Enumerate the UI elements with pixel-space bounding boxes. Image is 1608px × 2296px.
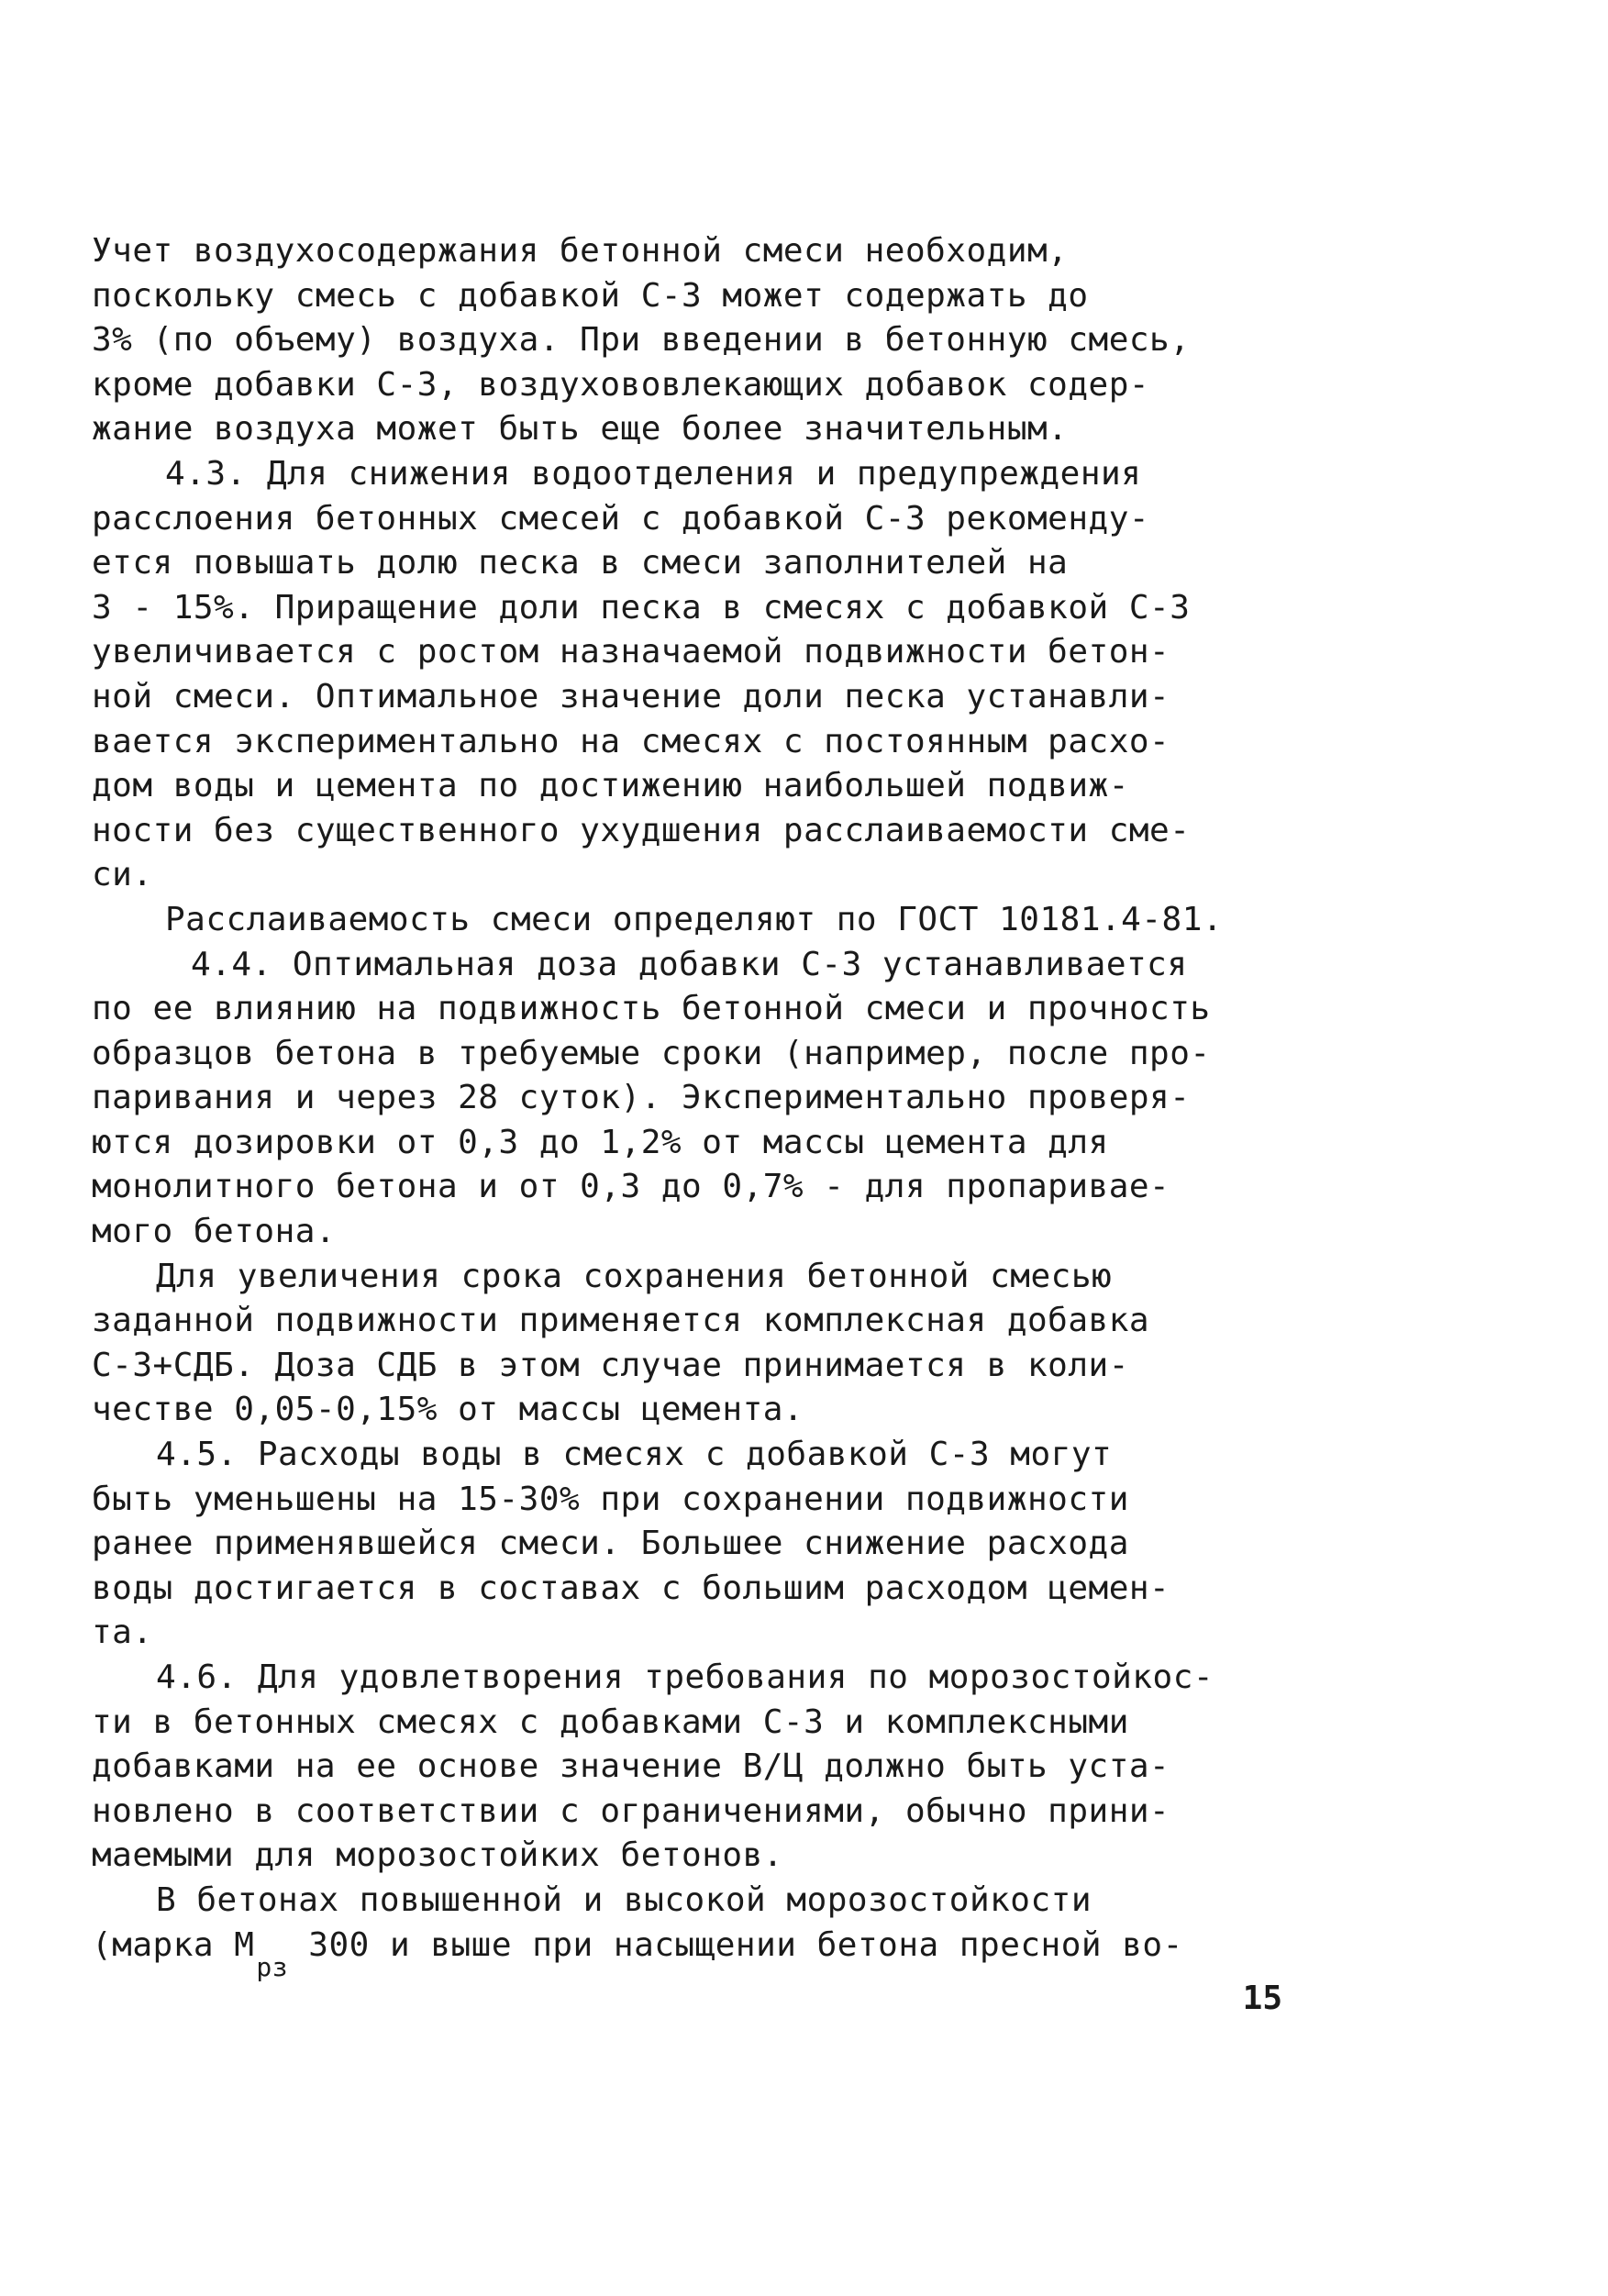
text-line: кроме добавки С-3, воздухововлекающих добавок содер-: [92, 365, 1150, 404]
text-line: мого бетона.: [92, 1213, 337, 1251]
text-line: ранее применявшейся смеси. Большее снижение расхода: [92, 1525, 1129, 1563]
text-line: честве 0,05-0,15% от массы цемента.: [92, 1391, 804, 1429]
text-line: добавками на ее основе значение В/Ц должно быть уста-: [92, 1747, 1170, 1786]
page-number: 15: [1242, 1980, 1282, 2017]
text-line: ти в бетонных смесях с добавками С-3 и комплексными: [92, 1703, 1129, 1741]
subscript-rz: рз: [256, 1951, 289, 1982]
text-line: по ее влиянию на подвижность бетонной смеси и прочность: [92, 990, 1211, 1028]
text-line: маемыми для морозостойких бетонов.: [92, 1836, 783, 1875]
section-4-3-line: 4.3. Для снижения водоотделения и предупреждения: [165, 454, 1142, 493]
text-line: расслоения бетонных смесей с добавкой С-3 рекоменду-: [92, 499, 1150, 538]
text-line: ности без существенного ухудшения расслаиваемости сме-: [92, 811, 1191, 849]
text-line: паривания и через 28 суток). Экспериментально проверя-: [92, 1079, 1191, 1117]
text-line: Расслаиваемость смеси определяют по ГОСТ 10181.4-81.: [165, 900, 1224, 938]
text-line: та.: [92, 1614, 153, 1652]
text-line: монолитного бетона и от 0,3 до 0,7% - для пропариваe-: [92, 1168, 1170, 1206]
text-line: поскольку смесь с добавкой С-3 может содержать до: [92, 276, 1089, 315]
text-line: 3% (по объему) воздуха. При введении в бетонную смесь,: [92, 321, 1191, 360]
text-line: заданной подвижности применяется комплексная добавка: [92, 1302, 1150, 1340]
section-4-6-line: 4.6. Для удовлетворения требования по морозостойкос-: [156, 1658, 1214, 1696]
text-line: ной смеси. Оптимальное значение доли песка устанавли-: [92, 677, 1170, 715]
text-line: В бетонах повышенной и высокой морозостойкости: [156, 1880, 1092, 1919]
text-line: С-3+СДБ. Доза СДБ в этом случае принимается в коли-: [92, 1346, 1129, 1384]
text-line: вается экспериментально на смесях с постоянным расхо-: [92, 722, 1170, 760]
text-line: новлено в соответствии с ограничениями, обычно прини-: [92, 1791, 1170, 1830]
text-line: жание воздуха может быть еще более значительным.: [92, 410, 1069, 449]
text-line: Учет воздухосодержания бетонной смеси необходим,: [92, 232, 1069, 270]
text-line-with-subscript: [92, 1924, 1312, 1982]
text-line: си.: [92, 856, 153, 894]
text-line: дом воды и цемента по достижению наибольшей подвиж-: [92, 767, 1129, 805]
last-line-before: (марка М: [92, 1925, 255, 1964]
section-4-4-line: 4.4. Оптимальная доза добавки С-3 устанавливается: [191, 945, 1188, 983]
text-line: образцов бетона в требуемые сроки (например, после про-: [92, 1034, 1211, 1072]
last-line-after: 300 и выше при насыщении бетона пресной во-: [288, 1925, 1183, 1964]
text-line: Для увеличения срока сохранения бетонной смесью: [156, 1257, 1113, 1295]
text-line: увеличивается с ростом назначаемой подвижности бетон-: [92, 633, 1170, 671]
text-line: ются дозировки от 0,3 до 1,2% от массы цемента для: [92, 1123, 1109, 1161]
text-line: 3 - 15%. Приращение доли песка в смесях с добавкой С-3: [92, 588, 1191, 627]
text-line: воды достигается в составах с большим расходом цемен-: [92, 1569, 1170, 1607]
text-line: ется повышать долю песка в смеси заполнителей на: [92, 544, 1069, 582]
text-line: быть уменьшены на 15-30% при сохранении подвижности: [92, 1480, 1129, 1518]
section-4-5-line: 4.5. Расходы воды в смесях с добавкой С-3 могут: [156, 1436, 1113, 1474]
body-text: [92, 229, 1312, 1982]
